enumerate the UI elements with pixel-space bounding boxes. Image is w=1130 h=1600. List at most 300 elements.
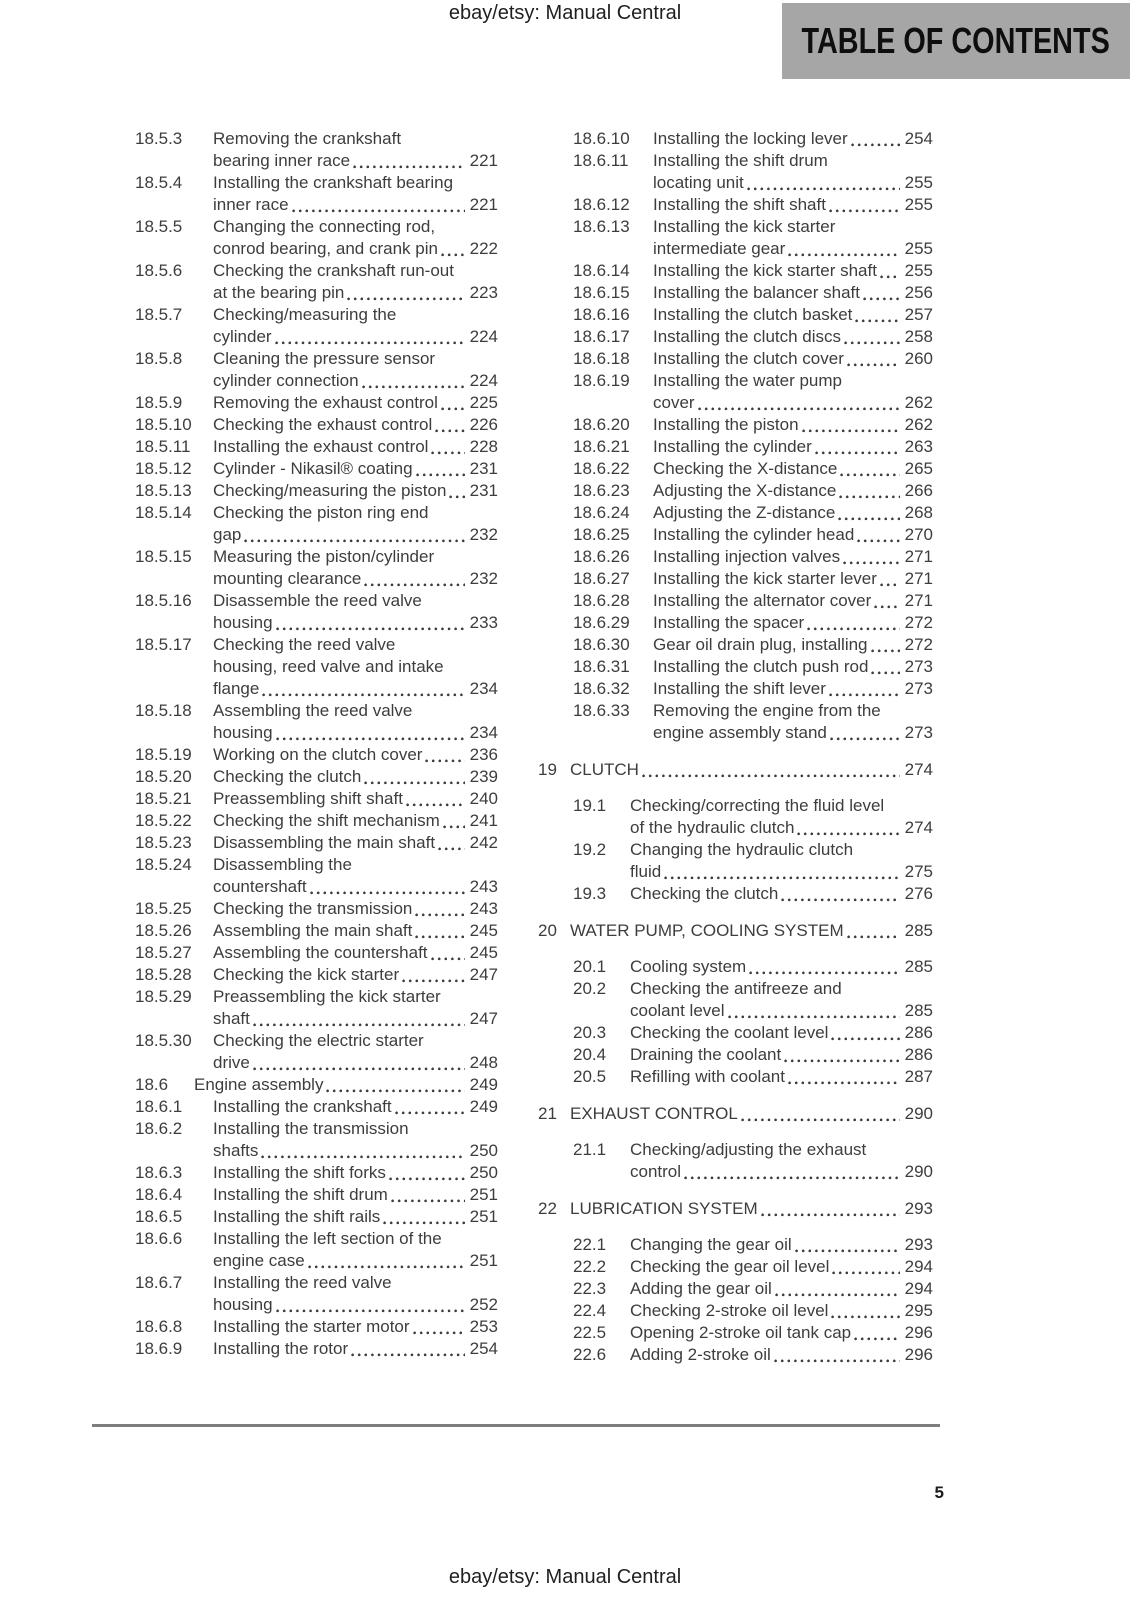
toc-entry-number: 20.5	[573, 1067, 607, 1086]
toc-entry	[538, 1322, 933, 1344]
toc-entry-body	[213, 216, 498, 260]
dot-leader	[788, 1081, 900, 1085]
toc-entry-body	[653, 612, 933, 634]
toc-entry-number: 18.6.30	[573, 635, 630, 654]
toc-entry-number: 18.5.4	[135, 173, 183, 192]
dot-leader	[431, 451, 464, 455]
toc-entry	[538, 590, 933, 612]
toc-entry-last-line	[653, 282, 933, 304]
toc-entry-body	[653, 524, 933, 546]
toc-entry-number: 18.5.5	[135, 217, 183, 236]
toc-entry-last-line	[213, 678, 498, 700]
toc-entry-page-number: 254	[469, 1339, 498, 1358]
toc-entry	[538, 956, 933, 978]
toc-entry-page-number: 245	[469, 943, 498, 962]
toc-entry	[538, 839, 933, 883]
toc-entry-number: 18.5.11	[135, 437, 191, 456]
toc-entry-last-line	[630, 1044, 933, 1066]
toc-entry-last-line	[213, 1206, 498, 1228]
toc-entry-last-line	[570, 1198, 933, 1220]
toc-entry	[538, 128, 933, 150]
toc-entry-last-line	[653, 612, 933, 634]
toc-entry-body	[213, 128, 498, 172]
toc-entry	[135, 128, 498, 172]
toc-entry-text: countershaft	[213, 877, 307, 896]
toc-entry-last-line	[630, 1322, 933, 1344]
toc-entry-last-line	[213, 480, 498, 502]
toc-entry-page-number: 265	[904, 459, 933, 478]
toc-entry	[538, 326, 933, 348]
toc-entry-page-number: 275	[904, 862, 933, 881]
toc-entry-body	[213, 810, 498, 832]
toc-entry-body	[653, 546, 933, 568]
toc-entry-text: Installing the clutch cover	[653, 349, 844, 368]
toc-entry-body	[653, 634, 933, 656]
dot-leader	[815, 451, 900, 455]
dot-leader	[847, 363, 900, 367]
toc-entry-page-number: 296	[904, 1345, 933, 1364]
toc-entry	[135, 436, 498, 458]
dot-leader	[843, 561, 900, 565]
toc-entry-number: 18.6.18	[573, 349, 630, 368]
toc-entry-body	[630, 1139, 933, 1183]
toc-entry	[538, 978, 933, 1022]
dot-leader	[795, 1249, 900, 1253]
toc-entry-text-line: Checking/measuring the	[213, 305, 397, 324]
toc-entry	[135, 348, 498, 392]
toc-entry-body	[213, 700, 498, 744]
toc-entry	[538, 1278, 933, 1300]
toc-entry	[538, 1044, 933, 1066]
dot-leader	[308, 1265, 465, 1269]
toc-entry-number: 18.6.26	[573, 547, 630, 566]
toc-entry-body	[653, 326, 933, 348]
toc-entry	[538, 546, 933, 568]
header-doc-title: ebay/etsy: Manual Central	[448, 2, 682, 24]
toc-entry-last-line	[194, 1074, 498, 1096]
dot-leader	[438, 847, 465, 851]
toc-entry-text: inner race	[213, 195, 289, 214]
toc-entry	[538, 612, 933, 634]
toc-entry-body	[213, 414, 498, 436]
toc-entry-number: 18.5.23	[135, 833, 192, 852]
toc-entry-text: Preassembling shift shaft	[213, 789, 403, 808]
toc-entry-page-number: 258	[904, 327, 933, 346]
toc-entry	[135, 392, 498, 414]
toc-entry-page-number: 224	[469, 327, 498, 346]
dot-leader	[276, 627, 465, 631]
toc-entry-page-number: 285	[904, 921, 933, 940]
toc-entry-page-number: 294	[904, 1257, 933, 1276]
toc-entry-body	[213, 260, 498, 304]
toc-entry-text: Installing the exhaust control	[213, 437, 429, 456]
toc-entry-page-number: 242	[469, 833, 498, 852]
toc-entry-last-line	[653, 392, 933, 414]
toc-entry-page-number: 250	[469, 1141, 498, 1160]
toc-entry-page-number: 241	[469, 811, 498, 830]
toc-entry	[135, 1030, 498, 1074]
toc-entry-last-line	[630, 1234, 933, 1256]
toc-entry-page-number: 274	[904, 760, 933, 779]
toc-entry-last-line	[653, 568, 933, 590]
toc-entry-number: 18.5.22	[135, 811, 192, 830]
toc-entry-text: Gear oil drain plug, installing	[653, 635, 868, 654]
toc-entry-body	[213, 986, 498, 1030]
toc-entry-text: gap	[213, 525, 242, 544]
toc-entry-text: cover	[653, 393, 695, 412]
toc-entry-text: engine assembly stand	[653, 723, 827, 742]
toc-entry-last-line	[570, 920, 933, 942]
toc-entry-text: Installing the balancer shaft	[653, 283, 860, 302]
toc-entry-number: 18.5.29	[135, 987, 192, 1006]
toc-entry-body	[653, 348, 933, 370]
toc-entry-text: Working on the clutch cover	[213, 745, 423, 764]
toc-entry-body	[213, 1272, 498, 1316]
toc-entry-last-line	[213, 1316, 498, 1338]
dot-leader	[402, 979, 464, 983]
dot-leader	[684, 1176, 900, 1180]
toc-entry-page-number: 228	[469, 437, 498, 456]
toc-entry-text: cylinder connection	[213, 371, 359, 390]
toc-entry-body	[653, 370, 933, 414]
toc-entry-body	[630, 1344, 933, 1366]
toc-entry-page-number: 243	[469, 877, 498, 896]
dot-leader	[831, 1037, 899, 1041]
toc-entry-number: 18.6.33	[573, 701, 630, 720]
toc-entry-body	[653, 590, 933, 612]
toc-entry-last-line	[653, 634, 933, 656]
toc-entry-body	[630, 795, 933, 839]
toc-entry-text: at the bearing pin	[213, 283, 345, 302]
toc-entry-page-number: 273	[904, 723, 933, 742]
toc-entry-number: 18.5.21	[135, 789, 192, 808]
toc-entry-number: 19	[538, 760, 557, 779]
toc-entry	[538, 1256, 933, 1278]
toc-entry-last-line	[213, 942, 498, 964]
toc-entry-text: Installing the shift drum	[213, 1185, 388, 1204]
dot-leader	[857, 539, 899, 543]
toc-entry	[135, 1184, 498, 1206]
toc-entry	[135, 700, 498, 744]
toc-entry-body	[213, 854, 498, 898]
toc-entry-number: 18.5.24	[135, 855, 192, 874]
dot-leader	[741, 1118, 900, 1122]
toc-entry-last-line	[213, 722, 498, 744]
toc-entry-text-line: Installing the transmission	[213, 1119, 409, 1138]
toc-entry	[135, 1338, 498, 1360]
dot-leader	[855, 319, 899, 323]
toc-entry-page-number: 255	[904, 239, 933, 258]
toc-entry-last-line	[213, 1052, 498, 1074]
toc-entry-number: 20.1	[573, 957, 607, 976]
toc-entry-body	[213, 1316, 498, 1338]
toc-entry-last-line	[630, 1066, 933, 1088]
toc-entry-body	[213, 546, 498, 590]
toc-entry	[538, 1234, 933, 1256]
toc-entry-body	[213, 920, 498, 942]
dot-leader	[831, 1315, 899, 1319]
toc-entry-text: Checking the kick starter	[213, 965, 400, 984]
toc-entry-page-number: 236	[469, 745, 498, 764]
toc-entry-body	[213, 832, 498, 854]
toc-entry	[135, 964, 498, 986]
toc-entry-last-line	[213, 1338, 498, 1360]
dot-leader	[854, 1337, 900, 1341]
toc-entry-body	[653, 502, 933, 524]
toc-entry-number: 18.5.17	[135, 635, 192, 654]
toc-entry-number: 18.5.27	[135, 943, 192, 962]
dot-leader	[844, 341, 900, 345]
toc-entry	[135, 1118, 498, 1162]
toc-entry-number: 18.5.26	[135, 921, 192, 940]
dot-leader	[840, 473, 899, 477]
dot-leader	[253, 1067, 465, 1071]
toc-entry-last-line	[213, 436, 498, 458]
dot-leader	[880, 275, 900, 279]
dot-leader	[276, 1309, 465, 1313]
dot-leader	[747, 187, 900, 191]
toc-entry-last-line	[213, 964, 498, 986]
toc-entry-body	[194, 1074, 498, 1096]
toc-entry	[538, 194, 933, 216]
toc-entry	[135, 832, 498, 854]
toc-entry-text-line: housing, reed valve and intake	[213, 657, 444, 676]
toc-entry-body	[630, 839, 933, 883]
toc-entry-number: 18.6.32	[573, 679, 630, 698]
toc-entry-number: 18.6.8	[135, 1317, 183, 1336]
toc-entry-page-number: 271	[904, 591, 933, 610]
toc-entry-body	[213, 634, 498, 700]
toc-entry	[538, 304, 933, 326]
toc-entry-last-line	[653, 722, 933, 744]
toc-entry-number: 18.6.6	[135, 1229, 183, 1248]
dot-leader	[847, 935, 900, 939]
toc-entry	[135, 810, 498, 832]
toc-entry	[538, 414, 933, 436]
toc-entry-last-line	[213, 1294, 498, 1316]
toc-entry-page-number: 255	[904, 261, 933, 280]
toc-entry-text: Installing the locking lever	[653, 129, 848, 148]
toc-entry-body	[630, 1300, 933, 1322]
toc-entry-text: Changing the gear oil	[630, 1235, 792, 1254]
dot-leader	[413, 1331, 465, 1335]
toc-entry	[135, 1316, 498, 1338]
toc-entry-last-line	[630, 861, 933, 883]
dot-leader	[276, 737, 465, 741]
toc-entry-body	[213, 1030, 498, 1074]
toc-entry-last-line	[213, 1008, 498, 1030]
toc-entry-page-number: 247	[469, 1009, 498, 1028]
toc-entry-page-number: 270	[904, 525, 933, 544]
toc-entry-text: Installing the shift shaft	[653, 195, 826, 214]
toc-entry-number: 18.6.3	[135, 1163, 183, 1182]
toc-entry-number: 18.6.16	[573, 305, 630, 324]
toc-entry	[135, 172, 498, 216]
toc-entry-page-number: 249	[469, 1097, 498, 1116]
toc-entry-last-line	[213, 194, 498, 216]
toc-entry-text: cylinder	[213, 327, 272, 346]
toc-entry	[135, 458, 498, 480]
toc-entry-text-line: Installing the crankshaft bearing	[213, 173, 454, 192]
toc-entry	[135, 744, 498, 766]
toc-entry-last-line	[213, 1140, 498, 1162]
dot-leader	[797, 832, 899, 836]
toc-entry-last-line	[213, 788, 498, 810]
toc-entry-text: shaft	[213, 1009, 250, 1028]
dot-leader	[347, 297, 464, 301]
toc-entry-page-number: 234	[469, 679, 498, 698]
toc-entry	[135, 920, 498, 942]
toc-entry-last-line	[653, 172, 933, 194]
toc-entry	[538, 348, 933, 370]
dot-leader	[389, 1177, 465, 1181]
toc-entry-text: Installing the kick starter shaft	[653, 261, 877, 280]
toc-entry-last-line	[653, 458, 933, 480]
toc-entry-page-number: 263	[904, 437, 933, 456]
toc-entry-page-number: 285	[904, 1001, 933, 1020]
toc-entry	[135, 898, 498, 920]
toc-entry-page-number: 232	[469, 525, 498, 544]
toc-entry-last-line	[630, 956, 933, 978]
toc-entry-page-number: 286	[904, 1023, 933, 1042]
toc-entry-last-line	[213, 370, 498, 392]
dot-leader	[415, 935, 464, 939]
toc-entry-page-number: 273	[904, 679, 933, 698]
toc-chapter-entry	[538, 1198, 933, 1220]
toc-entry-last-line	[570, 759, 933, 781]
toc-entry-number: 18.6.15	[573, 283, 630, 302]
toc-entry-last-line	[213, 1162, 498, 1184]
toc-entry-text-line: Checking the antifreeze and	[630, 979, 842, 998]
toc-entry-page-number: 255	[904, 195, 933, 214]
toc-entry-text: Installing the piston	[653, 415, 799, 434]
toc-entry	[135, 590, 498, 634]
toc-entry-page-number: 222	[469, 239, 498, 258]
toc-entry-text-line: Disassemble the reed valve	[213, 591, 422, 610]
toc-entry-number: 22.6	[573, 1345, 607, 1364]
toc-entry-page-number: 260	[904, 349, 933, 368]
toc-entry-last-line	[213, 744, 498, 766]
toc-entry-last-line	[653, 480, 933, 502]
toc-entry-last-line	[630, 883, 933, 905]
toc-entry	[135, 1096, 498, 1118]
dot-leader	[871, 671, 899, 675]
toc-entry-last-line	[653, 194, 933, 216]
toc-entry	[135, 216, 498, 260]
toc-entry-page-number: 293	[904, 1235, 933, 1254]
page-number: 5	[934, 1483, 944, 1502]
toc-entry-text: Installing the shift lever	[653, 679, 826, 698]
toc-entry-body	[213, 304, 498, 348]
toc-entry-body	[213, 942, 498, 964]
dot-leader	[774, 1359, 900, 1363]
toc-entry-last-line	[213, 832, 498, 854]
toc-entry-text-line: Checking the piston ring end	[213, 503, 429, 522]
toc-entry-text: Installing the rotor	[213, 1339, 349, 1358]
toc-entry-body	[653, 304, 933, 326]
toc-entry-body	[213, 1184, 498, 1206]
dot-leader	[880, 583, 900, 587]
dot-leader	[416, 473, 465, 477]
toc-entry-body	[630, 978, 933, 1022]
toc-entry-page-number: 290	[904, 1104, 933, 1123]
toc-entry-body	[213, 436, 498, 458]
dot-leader	[807, 627, 899, 631]
toc-entry-text: Installing the cylinder head	[653, 525, 855, 544]
toc-entry-last-line	[653, 304, 933, 326]
toc-entry-body	[630, 1044, 933, 1066]
toc-entry-page-number: 251	[469, 1185, 498, 1204]
toc-entry-text-line: Disassembling the	[213, 855, 352, 874]
toc-entry-text: Installing the crankshaft	[213, 1097, 392, 1116]
toc-entry-number: 18.6.14	[573, 261, 630, 280]
toc-entry-number: 21	[538, 1104, 557, 1123]
toc-entry-last-line	[630, 1300, 933, 1322]
toc-entry-body	[213, 1206, 498, 1228]
toc-entry-text-line: Installing the left section of the	[213, 1229, 442, 1248]
toc-entry-body	[213, 502, 498, 546]
toc-entry-last-line	[213, 766, 498, 788]
toc-entry-text: Adjusting the X-distance	[653, 481, 837, 500]
toc-entry	[135, 414, 498, 436]
toc-entry-last-line	[213, 458, 498, 480]
toc-entry-body	[653, 458, 933, 480]
toc-entry	[135, 634, 498, 700]
dot-leader	[788, 253, 899, 257]
toc-entry-text: Checking the shift mechanism	[213, 811, 440, 830]
dot-leader	[261, 1155, 464, 1159]
toc-entry-last-line	[630, 1278, 933, 1300]
toc-entry-page-number: 271	[904, 547, 933, 566]
toc-entry	[135, 546, 498, 590]
toc-entry-page-number: 276	[904, 884, 933, 903]
toc-entry	[135, 788, 498, 810]
dot-leader	[829, 209, 900, 213]
toc-entry-number: 22.2	[573, 1257, 607, 1276]
toc-entry-number: 22	[538, 1199, 557, 1218]
toc-entry-last-line	[653, 524, 933, 546]
toc-entry-page-number: 250	[469, 1163, 498, 1182]
toc-entry-text-line: Measuring the piston/cylinder	[213, 547, 435, 566]
toc-entry-page-number: 231	[469, 459, 498, 478]
toc-entry-number: 18.6.10	[573, 129, 630, 148]
toc-entry-text: Engine assembly	[194, 1075, 324, 1094]
toc-entry-last-line	[630, 1344, 933, 1366]
toc-entry	[538, 1344, 933, 1366]
toc-entry-last-line	[213, 392, 498, 414]
toc-entry-number: 22.5	[573, 1323, 607, 1342]
dot-leader	[832, 1271, 899, 1275]
toc-right-column	[538, 128, 933, 1366]
toc-entry-text: Assembling the main shaft	[213, 921, 413, 940]
toc-entry-body	[213, 1228, 498, 1272]
toc-entry-text: Installing the clutch push rod	[653, 657, 869, 676]
toc-entry-page-number: 248	[469, 1053, 498, 1072]
toc-entry-body	[213, 1118, 498, 1162]
dot-leader	[262, 693, 464, 697]
toc-entry-last-line	[653, 656, 933, 678]
toc-entry-body	[630, 1322, 933, 1344]
toc-entry-number: 18.5.12	[135, 459, 192, 478]
toc-entry	[538, 883, 933, 905]
toc-entry-page-number: 293	[904, 1199, 933, 1218]
toc-entry-page-number: 266	[904, 481, 933, 500]
toc-entry-number: 18.6.9	[135, 1339, 183, 1358]
toc-entry-body	[653, 260, 933, 282]
toc-chapter-entry	[538, 1103, 933, 1125]
toc-entry-page-number: 221	[469, 151, 498, 170]
toc-entry-page-number: 271	[904, 569, 933, 588]
